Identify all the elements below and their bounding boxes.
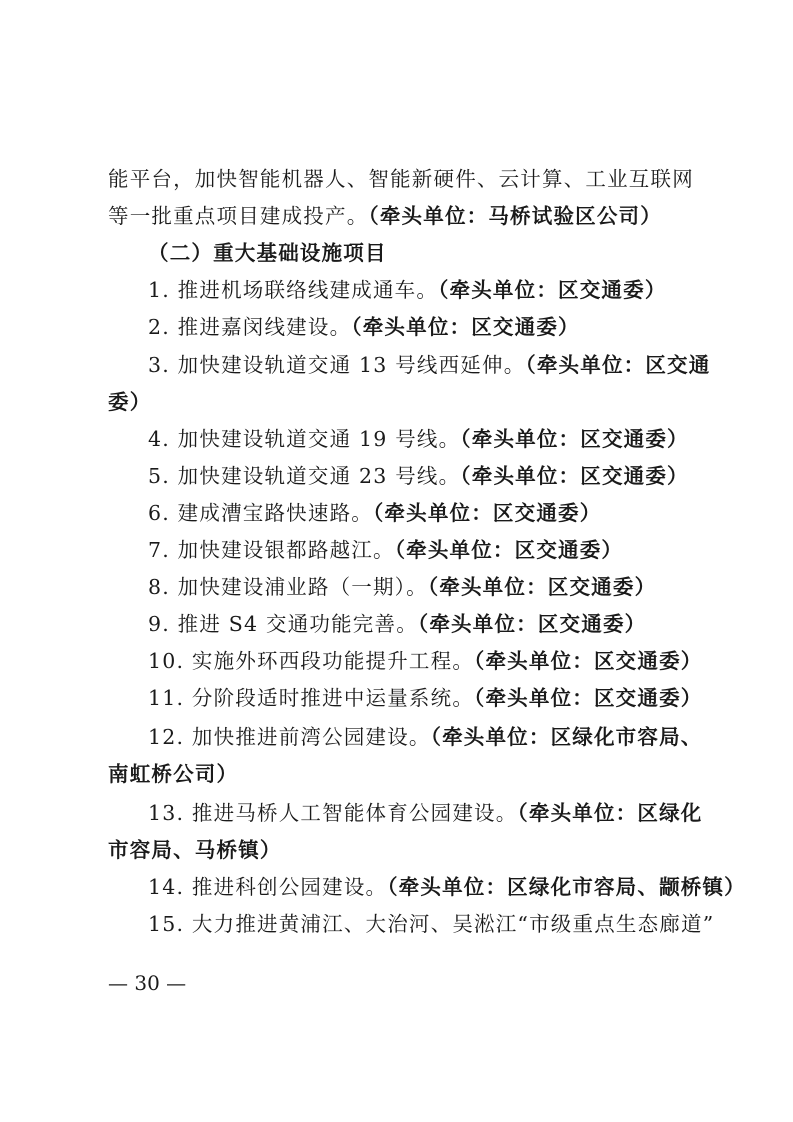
list-item: [148, 314, 580, 340]
lead-unit: （牵头单位：区交通委）: [460, 427, 689, 451]
lead-unit: （牵头单位：区交通委）: [474, 649, 703, 673]
lead-unit: （牵头单位：区交通委）: [427, 575, 657, 599]
item-text: 2. 推进嘉闵线建设。: [148, 315, 352, 339]
list-item-continuation: [108, 837, 282, 863]
lead-unit: （牵头单位：区交通委）: [474, 686, 703, 710]
item-text: 1. 推进机场联络线建成通车。: [148, 278, 439, 302]
lead-unit: 南虹桥公司）: [108, 762, 239, 786]
item-text: 9. 推进 S4 交通功能完善。: [148, 612, 418, 636]
list-item: [148, 426, 689, 452]
item-text: 4. 加快建设轨道交通 19 号线。: [148, 427, 461, 451]
lead-unit: 市容局、马桥镇）: [108, 838, 282, 862]
lead-unit: （牵头单位：区交通委）: [372, 501, 602, 525]
lead-unit: （牵头单位：区交通委）: [460, 464, 689, 488]
list-item: [148, 537, 623, 563]
item-text: 7. 加快建设银都路越江。: [148, 538, 395, 562]
lead-unit: （牵头单位：马桥试验区公司）: [368, 204, 662, 228]
lead-unit: （牵头单位：区交通委）: [394, 538, 624, 562]
paragraph-line: [108, 203, 662, 229]
list-item: [148, 611, 646, 637]
list-item: [148, 352, 710, 378]
lead-unit: （牵头单位：区交通委）: [417, 612, 647, 636]
list-item: [148, 574, 656, 600]
list-item: [148, 463, 689, 489]
page-number: — 30 —: [108, 971, 187, 995]
item-text: 5. 加快建设轨道交通 23 号线。: [148, 464, 461, 488]
list-item: [148, 277, 667, 303]
list-item: [148, 648, 702, 674]
lead-unit: 委）: [108, 390, 152, 414]
list-item: [148, 911, 714, 937]
lead-unit: （牵头单位：区绿化市容局、颛桥镇）: [387, 875, 746, 899]
list-item-continuation: [108, 761, 238, 787]
section-heading: （二）重大基础设施项目: [148, 241, 387, 265]
lead-unit: （牵头单位：区交通委）: [351, 315, 580, 339]
lead-unit: （牵头单位：区绿化市容局、: [430, 725, 703, 749]
list-item: [148, 874, 746, 900]
lead-unit: （牵头单位：区绿化: [517, 801, 703, 825]
item-text: 11. 分阶段适时推进中运量系统。: [148, 686, 475, 710]
paragraph-line: [108, 166, 694, 192]
item-text: 3. 加快建设轨道交通 13 号线西延伸。: [148, 353, 526, 377]
list-item: [148, 800, 702, 826]
paragraph-text: 能平台，加快智能机器人、智能新硬件、云计算、工业互联网: [108, 167, 694, 191]
item-text: 15. 大力推进黄浦江、大治河、吴淞江“市级重点生态廊道”: [148, 912, 715, 936]
item-text: 6. 建成漕宝路快速路。: [148, 501, 373, 525]
lead-unit: （牵头单位：区交通: [525, 353, 711, 377]
item-text: 10. 实施外环西段功能提升工程。: [148, 649, 475, 673]
item-text: 8. 加快建设浦业路（一期）。: [148, 575, 428, 599]
item-text: 13. 推进马桥人工智能体育公园建设。: [148, 801, 518, 825]
lead-unit: （牵头单位：区交通委）: [438, 278, 667, 302]
paragraph-text: 等一批重点项目建成投产。: [108, 204, 369, 228]
item-text: 12. 加快推进前湾公园建设。: [148, 725, 431, 749]
item-text: 14. 推进科创公园建设。: [148, 875, 388, 899]
list-item: [148, 724, 702, 750]
list-item: [148, 685, 702, 711]
list-item-continuation: [108, 389, 151, 415]
list-item: [148, 500, 601, 526]
